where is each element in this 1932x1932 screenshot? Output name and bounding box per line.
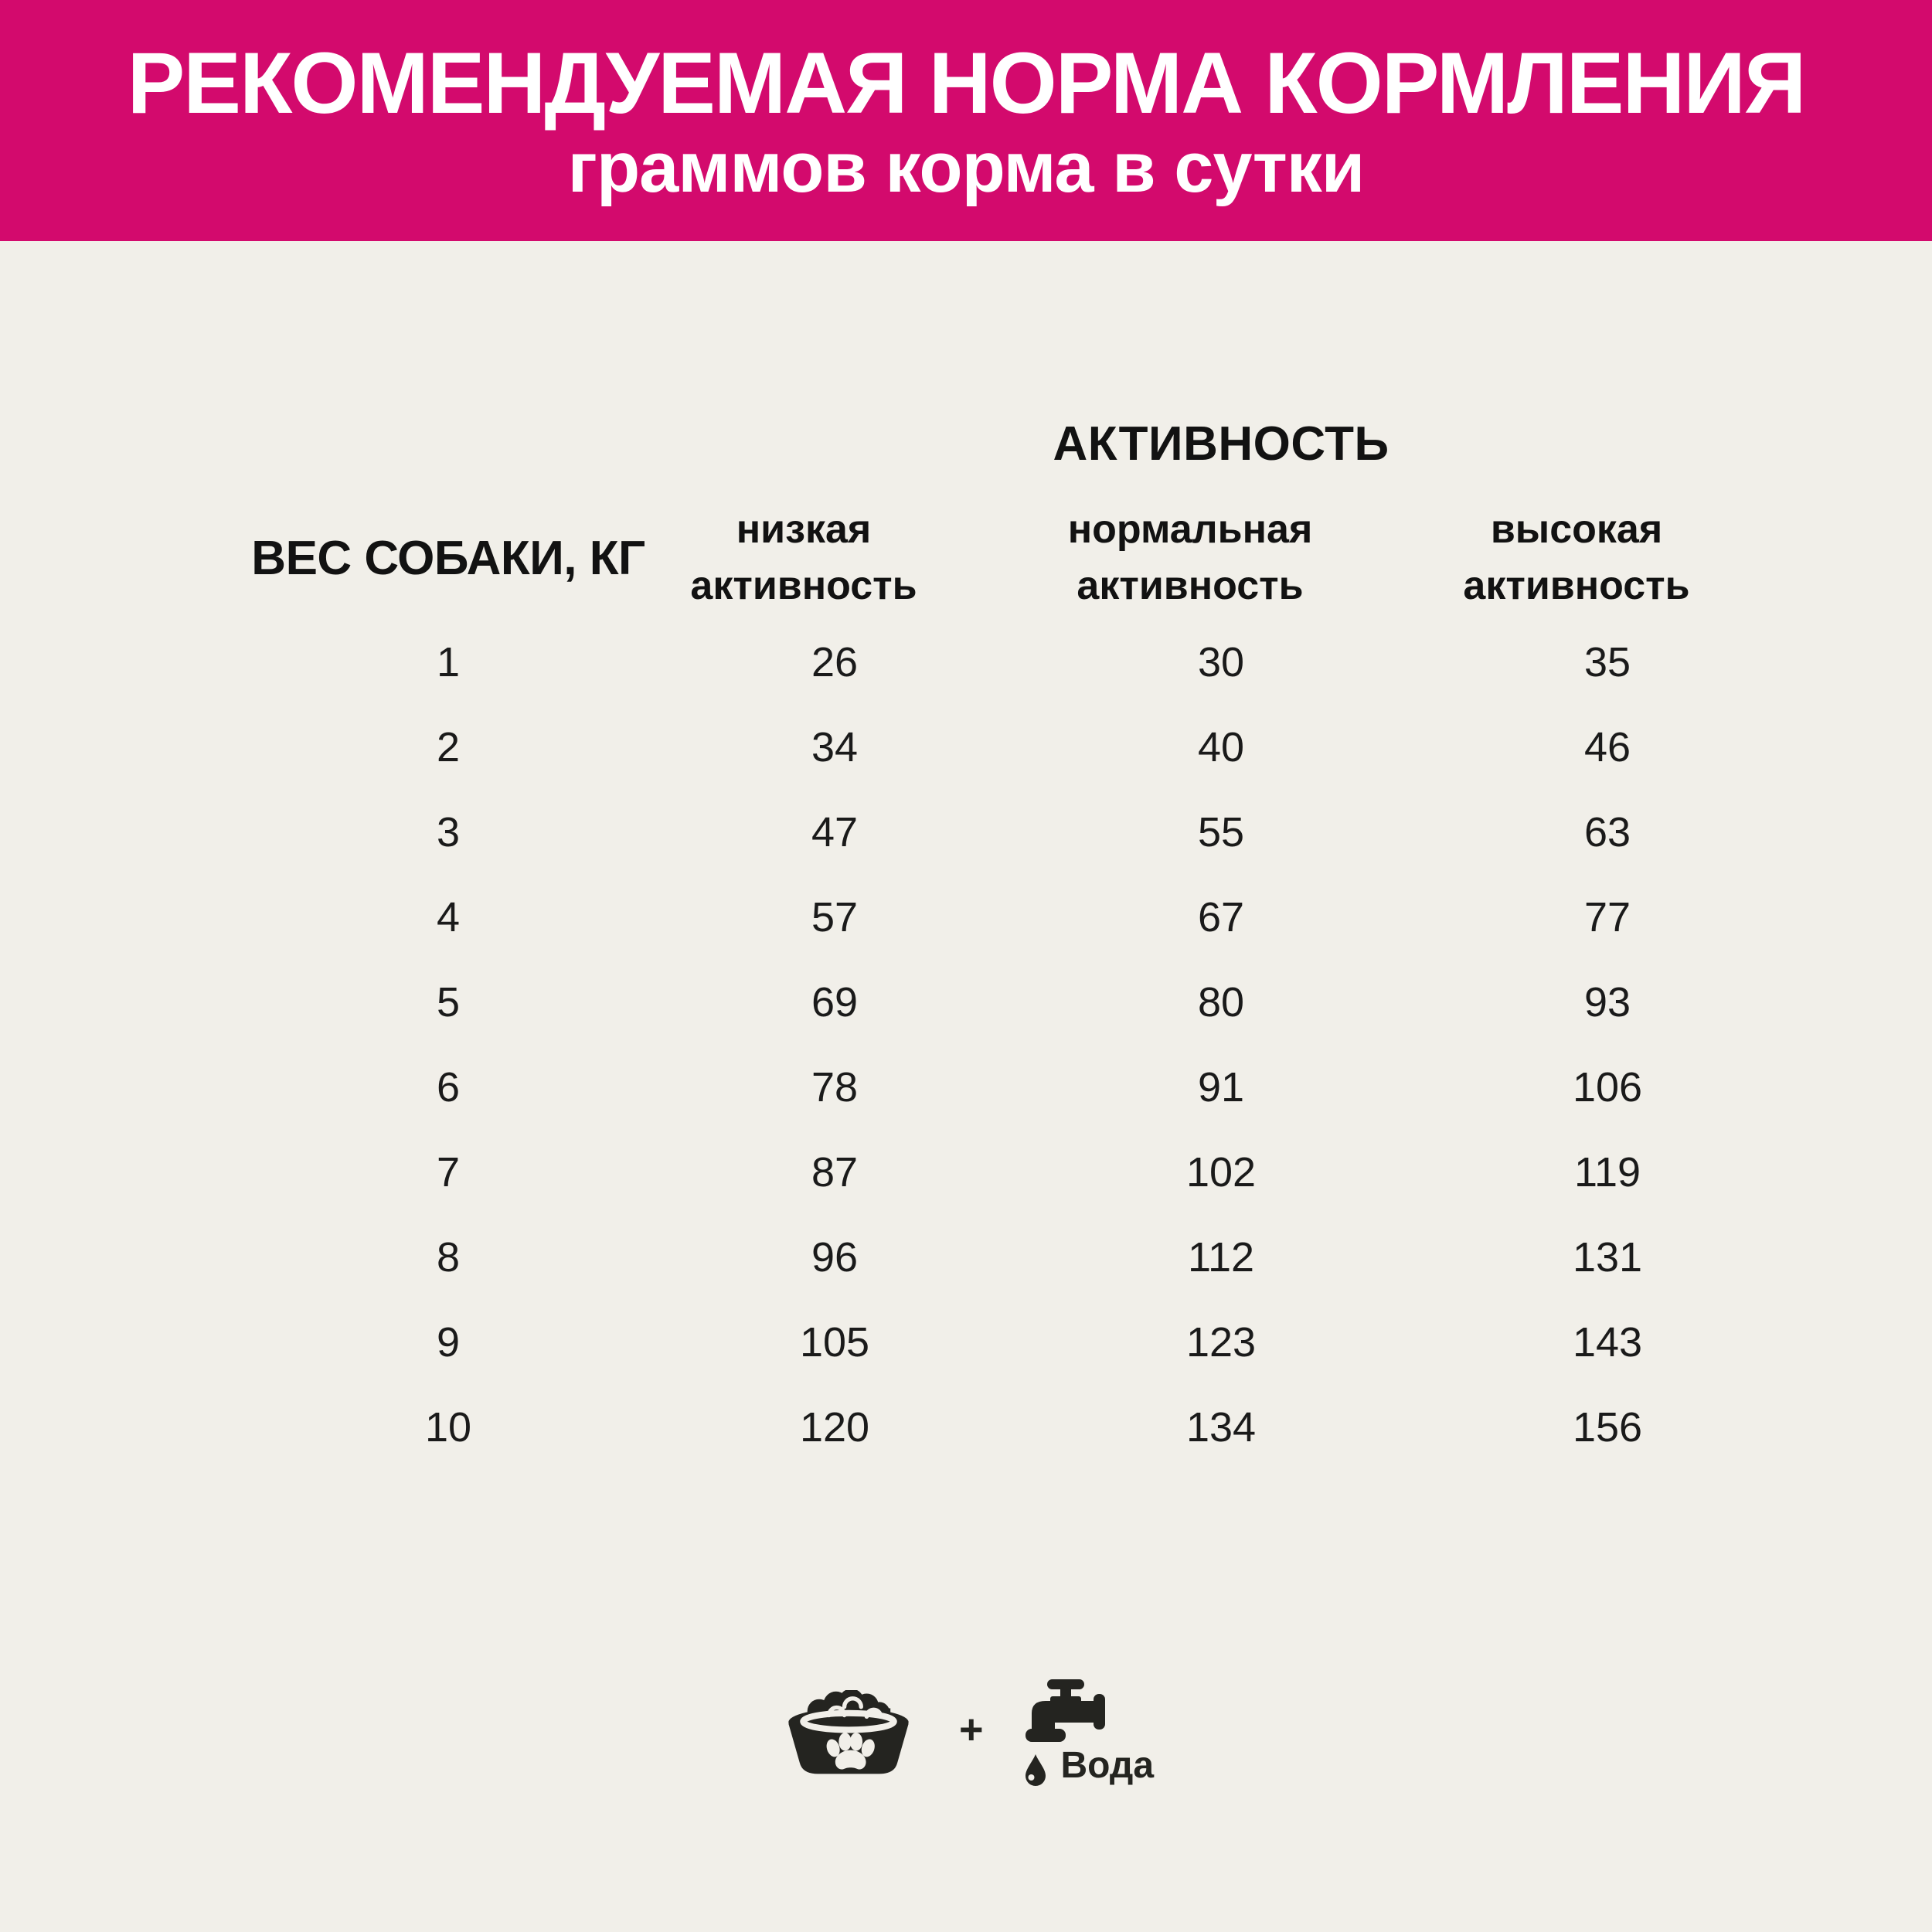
column-header-normal: нормальная активность [1067, 507, 1313, 608]
value-cell-low: 105 [799, 1319, 870, 1366]
value-cell-normal: 102 [1185, 1149, 1257, 1196]
weight-cell: 9 [436, 1319, 461, 1366]
value-cell-normal: 30 [1197, 639, 1245, 685]
weight-cell: 7 [436, 1149, 461, 1196]
weight-cell: 2 [436, 724, 461, 770]
value-cell-high: 156 [1572, 1404, 1643, 1451]
page-title: РЕКОМЕНДУЕМАЯ НОРМА КОРМЛЕНИЯ [127, 35, 1805, 132]
value-cell-low: 78 [811, 1064, 859, 1111]
value-cell-high: 93 [1583, 979, 1631, 1026]
water-label: Вода [1060, 1745, 1155, 1786]
value-cell-high: 35 [1583, 639, 1631, 685]
weight-cell: 5 [436, 979, 461, 1026]
column-header-low: низкая активность [690, 507, 917, 608]
weight-cell: 10 [424, 1404, 472, 1451]
value-cell-normal: 112 [1187, 1234, 1255, 1281]
value-cell-high: 143 [1572, 1319, 1643, 1366]
weight-cell: 3 [436, 809, 461, 855]
value-cell-normal: 80 [1197, 979, 1245, 1026]
value-cell-high: 119 [1573, 1149, 1641, 1196]
weight-cell: 4 [436, 894, 461, 940]
value-cell-low: 120 [799, 1404, 870, 1451]
value-cell-normal: 134 [1185, 1404, 1257, 1451]
weight-cell: 6 [436, 1064, 461, 1111]
weight-column-header: ВЕС СОБАКИ, КГ [251, 531, 645, 585]
banner [0, 0, 1932, 241]
value-cell-low: 34 [811, 724, 859, 770]
column-header-high: высокая активность [1463, 507, 1690, 608]
value-cell-high: 77 [1583, 894, 1631, 940]
value-cell-low: 57 [811, 894, 859, 940]
value-cell-normal: 91 [1197, 1064, 1245, 1111]
water-block [1024, 1679, 1155, 1786]
plus-sign: + [958, 1706, 984, 1753]
value-cell-high: 131 [1572, 1234, 1643, 1281]
feeding-table [251, 496, 1801, 1470]
value-cell-high: 63 [1583, 809, 1631, 855]
value-cell-low: 26 [811, 639, 859, 685]
weight-cell: 8 [436, 1234, 461, 1281]
water-drop-icon [1024, 1753, 1047, 1786]
value-cell-normal: 55 [1197, 809, 1245, 855]
dog-bowl-icon [778, 1690, 919, 1777]
page-subtitle: граммов корма в сутки [567, 128, 1365, 208]
activity-group-header: АКТИВНОСТЬ [1053, 417, 1389, 471]
footer [0, 1690, 1932, 1786]
value-cell-low: 47 [811, 809, 859, 855]
water-row [1024, 1747, 1155, 1786]
value-cell-normal: 123 [1185, 1319, 1257, 1366]
weight-cell: 1 [436, 639, 461, 685]
value-cell-normal: 67 [1197, 894, 1245, 940]
value-cell-normal: 40 [1197, 724, 1245, 770]
tap-icon [1024, 1679, 1109, 1743]
value-cell-low: 87 [811, 1149, 859, 1196]
value-cell-low: 96 [811, 1234, 859, 1281]
value-cell-high: 46 [1583, 724, 1631, 770]
value-cell-low: 69 [811, 979, 859, 1026]
value-cell-high: 106 [1572, 1064, 1643, 1111]
